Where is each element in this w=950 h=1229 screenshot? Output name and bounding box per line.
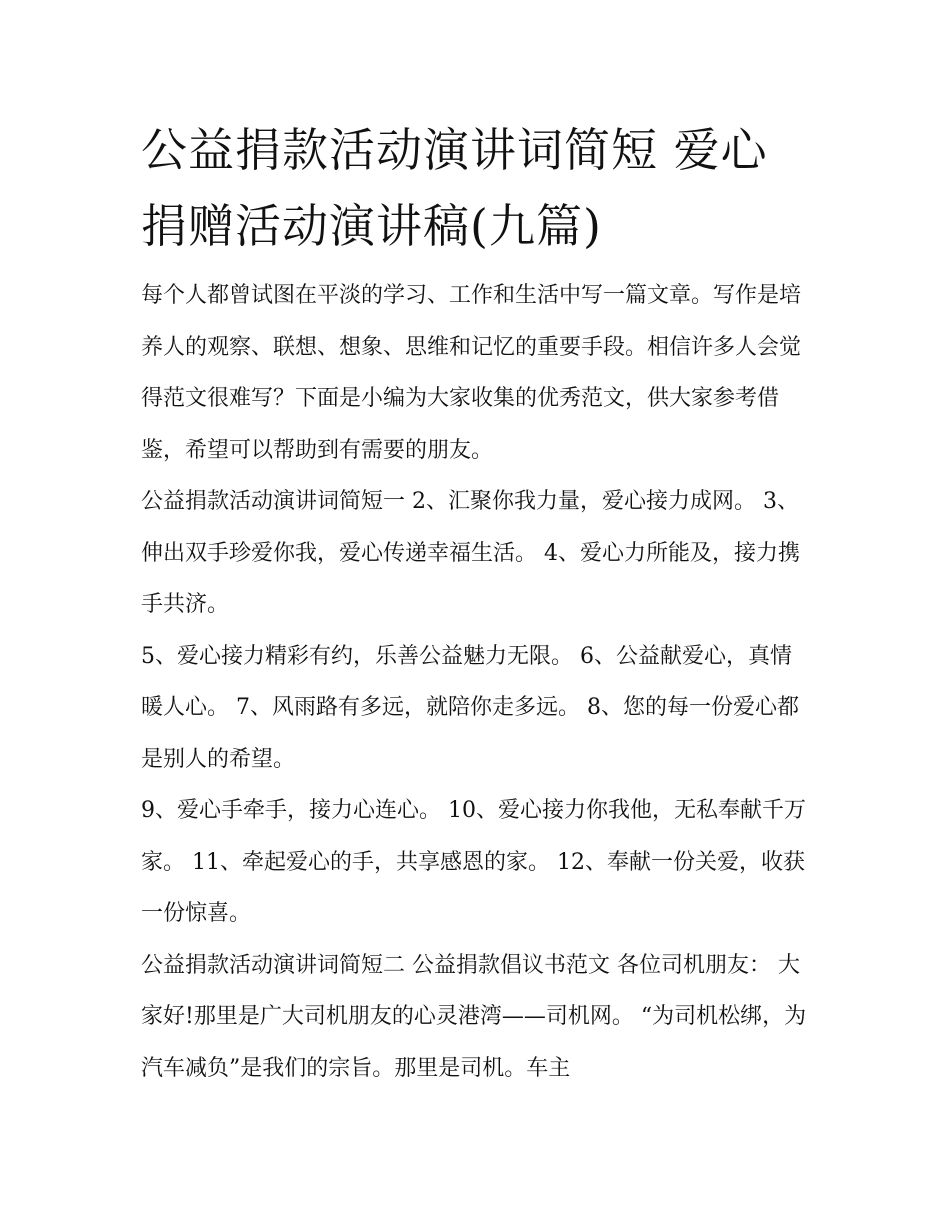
document-page xyxy=(141,112,811,1094)
paragraph-slogans-3: 9、爱心手牵手，接力心连心。 10、爱心接力你我他，无私奉献千万家。 11、牵起爱心的手，共享感恩的家。 12、奉献一份关爱，收获一份惊喜。 xyxy=(141,798,806,926)
document-title: 公益捐款活动演讲词简短 爱心捐赠活动演讲稿(九篇) xyxy=(141,123,768,253)
paragraph-speech-2: 公益捐款活动演讲词简短二 公益捐款倡议书范文 各位司机朋友： 大家好!那里是广大司机朋友的心灵港湾——司机网。 “为司机松绑，为汽车减负”是我们的宗旨。那里是司机。车主 xyxy=(141,952,807,1081)
paragraph-intro: 每个人都曾试图在平淡的学习、工作和生活中写一篇文章。写作是培养人的观察、联想、想象、思维和记忆的重要手段。相信许多人会觉得范文很难写？下面是小编为大家收集的优秀范文，供大家参考借鉴，希望可以帮助到有需要的朋友。 xyxy=(141,283,802,463)
paragraph-slogans-2: 5、爱心接力精彩有约，乐善公益魅力无限。 6、公益献爱心，真情暖人心。 7、风雨路有多远，就陪你走多远。 8、您的每一份爱心都是别人的希望。 xyxy=(141,643,799,772)
paragraph-slogans-1: 公益捐款活动演讲词简短一 2、汇聚你我力量，爱心接力成网。 3、伸出双手珍爱你我，爱心传递幸福生活。 4、爱心力所能及，接力携手共济。 xyxy=(141,489,800,617)
